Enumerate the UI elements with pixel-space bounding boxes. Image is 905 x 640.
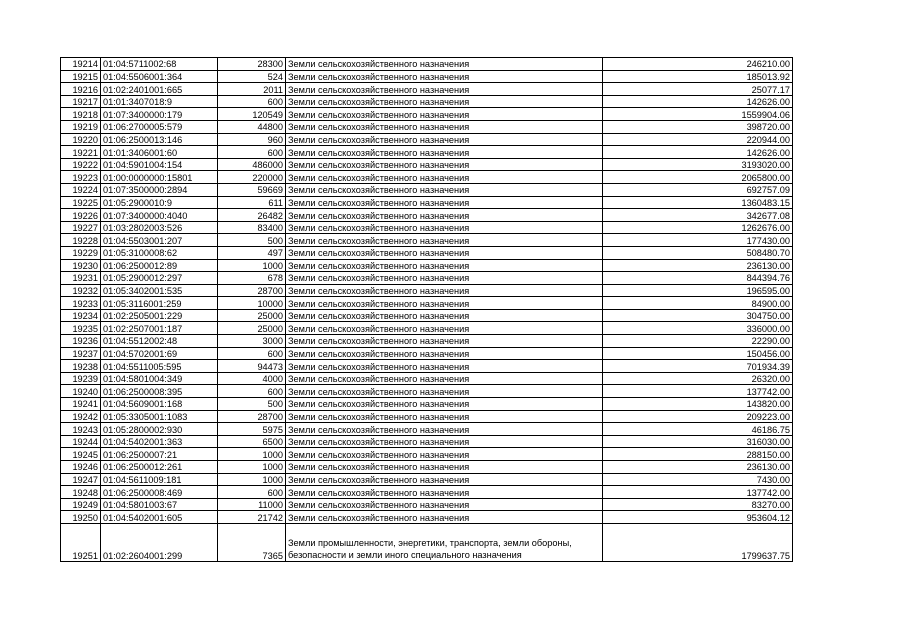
table-row	[61, 120, 793, 133]
cadastral-number-cell: 01:06:2700005:579	[101, 120, 218, 133]
cadastral-number-cell: 01:04:5702001:69	[101, 347, 218, 360]
land-category-cell: Земли сельскохозяйственного назначения	[286, 423, 603, 436]
land-category-cell: Земли сельскохозяйственного назначения	[286, 209, 603, 222]
cadastral-value-cell: 2065800.00	[603, 171, 793, 184]
row-number-cell: 19238	[61, 360, 101, 373]
table-row	[61, 322, 793, 335]
area-cell: 611	[218, 196, 286, 209]
row-number-cell: 19226	[61, 209, 101, 222]
area-cell: 3000	[218, 335, 286, 348]
cadastral-value-cell: 84900.00	[603, 297, 793, 310]
land-category-cell: Земли сельскохозяйственного назначения	[286, 259, 603, 272]
area-cell: 2011	[218, 83, 286, 96]
land-category-cell: Земли сельскохозяйственного назначения	[286, 435, 603, 448]
land-category-cell: Земли сельскохозяйственного назначения	[286, 272, 603, 285]
row-number-cell: 19251	[61, 523, 101, 561]
cadastral-value-cell: 236130.00	[603, 259, 793, 272]
table-row	[61, 83, 793, 96]
row-number-cell: 19230	[61, 259, 101, 272]
table-row	[61, 523, 793, 561]
table-row	[61, 360, 793, 373]
row-number-cell: 19219	[61, 120, 101, 133]
cadastral-value-cell: 1262676.00	[603, 221, 793, 234]
cadastral-value-cell: 953604.12	[603, 511, 793, 524]
cadastral-number-cell: 01:06:2500008:469	[101, 486, 218, 499]
area-cell: 83400	[218, 221, 286, 234]
cadastral-number-cell: 01:06:2500008:395	[101, 385, 218, 398]
land-category-cell: Земли сельскохозяйственного назначения	[286, 70, 603, 83]
land-category-cell: Земли сельскохозяйственного назначения	[286, 360, 603, 373]
area-cell: 500	[218, 398, 286, 411]
cadastral-number-cell: 01:02:2604001:299	[101, 523, 218, 561]
row-number-cell: 19225	[61, 196, 101, 209]
table-row	[61, 385, 793, 398]
cadastral-value-cell: 236130.00	[603, 461, 793, 474]
table-row	[61, 158, 793, 171]
table-row	[61, 335, 793, 348]
cadastral-value-cell: 220944.00	[603, 133, 793, 146]
row-number-cell: 19235	[61, 322, 101, 335]
row-number-cell: 19242	[61, 410, 101, 423]
cadastral-number-cell: 01:04:5402001:605	[101, 511, 218, 524]
cadastral-number-cell: 01:01:3407018:9	[101, 95, 218, 108]
area-cell: 220000	[218, 171, 286, 184]
area-cell: 1000	[218, 473, 286, 486]
cadastral-value-cell: 701934.39	[603, 360, 793, 373]
area-cell: 11000	[218, 498, 286, 511]
land-category-cell: Земли сельскохозяйственного назначения	[286, 246, 603, 259]
cadastral-value-cell: 209223.00	[603, 410, 793, 423]
area-cell: 120549	[218, 108, 286, 121]
cadastral-value-cell: 22290.00	[603, 335, 793, 348]
cadastral-number-cell: 01:04:5609001:168	[101, 398, 218, 411]
cadastral-number-cell: 01:03:2802003:526	[101, 221, 218, 234]
cadastral-value-cell: 288150.00	[603, 448, 793, 461]
land-category-cell: Земли сельскохозяйственного назначения	[286, 385, 603, 398]
table-row	[61, 108, 793, 121]
row-number-cell: 19244	[61, 435, 101, 448]
cadastral-number-cell: 01:05:3402001:535	[101, 284, 218, 297]
land-category-cell: Земли сельскохозяйственного назначения	[286, 461, 603, 474]
cadastral-number-cell: 01:04:5512002:48	[101, 335, 218, 348]
cadastral-number-cell: 01:04:5901004:154	[101, 158, 218, 171]
cadastral-value-cell: 25077.17	[603, 83, 793, 96]
cadastral-value-cell: 143820.00	[603, 398, 793, 411]
table-row	[61, 259, 793, 272]
table-row	[61, 196, 793, 209]
cadastral-number-cell: 01:04:5801003:67	[101, 498, 218, 511]
table-row	[61, 372, 793, 385]
table-row	[61, 58, 793, 71]
row-number-cell: 19233	[61, 297, 101, 310]
cadastral-value-cell: 177430.00	[603, 234, 793, 247]
row-number-cell: 19237	[61, 347, 101, 360]
land-category-cell: Земли сельскохозяйственного назначения	[286, 347, 603, 360]
cadastral-value-cell: 1799637.75	[603, 523, 793, 561]
land-category-cell: Земли сельскохозяйственного назначения	[286, 95, 603, 108]
land-category-cell: Земли сельскохозяйственного назначения	[286, 309, 603, 322]
area-cell: 44800	[218, 120, 286, 133]
row-number-cell: 19245	[61, 448, 101, 461]
area-cell: 10000	[218, 297, 286, 310]
table-row	[61, 347, 793, 360]
cadastral-number-cell: 01:07:3400000:179	[101, 108, 218, 121]
land-category-cell: Земли сельскохозяйственного назначения	[286, 473, 603, 486]
area-cell: 94473	[218, 360, 286, 373]
cadastral-number-cell: 01:04:5611009:181	[101, 473, 218, 486]
table-row	[61, 486, 793, 499]
cadastral-number-cell: 01:07:3400000:4040	[101, 209, 218, 222]
cadastral-number-cell: 01:04:5402001:363	[101, 435, 218, 448]
area-cell: 59669	[218, 183, 286, 196]
area-cell: 524	[218, 70, 286, 83]
land-registry-table	[60, 57, 793, 562]
row-number-cell: 19239	[61, 372, 101, 385]
cadastral-value-cell: 137742.00	[603, 486, 793, 499]
land-registry-table-body	[61, 58, 793, 562]
table-row	[61, 221, 793, 234]
row-number-cell: 19215	[61, 70, 101, 83]
land-category-cell: Земли сельскохозяйственного назначения	[286, 372, 603, 385]
table-row	[61, 284, 793, 297]
table-row	[61, 183, 793, 196]
row-number-cell: 19236	[61, 335, 101, 348]
cadastral-value-cell: 336000.00	[603, 322, 793, 335]
cadastral-number-cell: 01:05:3100008:62	[101, 246, 218, 259]
table-row	[61, 70, 793, 83]
row-number-cell: 19250	[61, 511, 101, 524]
area-cell: 25000	[218, 322, 286, 335]
row-number-cell: 19241	[61, 398, 101, 411]
area-cell: 1000	[218, 461, 286, 474]
table-row	[61, 473, 793, 486]
row-number-cell: 19217	[61, 95, 101, 108]
cadastral-value-cell: 150456.00	[603, 347, 793, 360]
table-row	[61, 297, 793, 310]
area-cell: 497	[218, 246, 286, 259]
cadastral-number-cell: 01:04:5503001:207	[101, 234, 218, 247]
cadastral-number-cell: 01:04:5511005:595	[101, 360, 218, 373]
row-number-cell: 19248	[61, 486, 101, 499]
land-category-cell: Земли промышленности, энергетики, транспорта, земли обороны, безопасности и земли иного специального назначения	[286, 523, 603, 561]
row-number-cell: 19249	[61, 498, 101, 511]
area-cell: 600	[218, 347, 286, 360]
land-category-cell: Земли сельскохозяйственного назначения	[286, 322, 603, 335]
row-number-cell: 19216	[61, 83, 101, 96]
cadastral-number-cell: 01:05:3116001:259	[101, 297, 218, 310]
row-number-cell: 19240	[61, 385, 101, 398]
land-category-cell: Земли сельскохозяйственного назначения	[286, 58, 603, 71]
cadastral-value-cell: 304750.00	[603, 309, 793, 322]
cadastral-number-cell: 01:06:2500012:261	[101, 461, 218, 474]
land-category-cell: Земли сельскохозяйственного назначения	[286, 234, 603, 247]
area-cell: 25000	[218, 309, 286, 322]
area-cell: 7365	[218, 523, 286, 561]
table-row	[61, 171, 793, 184]
cadastral-number-cell: 01:06:2500013:146	[101, 133, 218, 146]
land-category-cell: Земли сельскохозяйственного назначения	[286, 486, 603, 499]
area-cell: 4000	[218, 372, 286, 385]
cadastral-value-cell: 398720.00	[603, 120, 793, 133]
table-row	[61, 246, 793, 259]
area-cell: 678	[218, 272, 286, 285]
land-category-cell: Земли сельскохозяйственного назначения	[286, 498, 603, 511]
area-cell: 6500	[218, 435, 286, 448]
area-cell: 960	[218, 133, 286, 146]
row-number-cell: 19223	[61, 171, 101, 184]
area-cell: 600	[218, 486, 286, 499]
area-cell: 1000	[218, 259, 286, 272]
table-row	[61, 461, 793, 474]
area-cell: 28300	[218, 58, 286, 71]
cadastral-number-cell: 01:04:5711002:68	[101, 58, 218, 71]
row-number-cell: 19221	[61, 146, 101, 159]
cadastral-value-cell: 142626.00	[603, 146, 793, 159]
land-category-cell: Земли сельскохозяйственного назначения	[286, 171, 603, 184]
area-cell: 1000	[218, 448, 286, 461]
cadastral-number-cell: 01:02:2401001:665	[101, 83, 218, 96]
row-number-cell: 19222	[61, 158, 101, 171]
cadastral-value-cell: 196595.00	[603, 284, 793, 297]
cadastral-value-cell: 137742.00	[603, 385, 793, 398]
area-cell: 21742	[218, 511, 286, 524]
cadastral-value-cell: 692757.09	[603, 183, 793, 196]
cadastral-number-cell: 01:06:2500007:21	[101, 448, 218, 461]
cadastral-number-cell: 01:05:2900012:297	[101, 272, 218, 285]
table-row	[61, 435, 793, 448]
land-category-cell: Земли сельскохозяйственного назначения	[286, 83, 603, 96]
table-row	[61, 498, 793, 511]
row-number-cell: 19232	[61, 284, 101, 297]
area-cell: 26482	[218, 209, 286, 222]
area-cell: 5975	[218, 423, 286, 436]
land-category-cell: Земли сельскохозяйственного назначения	[286, 410, 603, 423]
cadastral-value-cell: 46186.75	[603, 423, 793, 436]
cadastral-number-cell: 01:06:2500012:89	[101, 259, 218, 272]
cadastral-number-cell: 01:02:2505001:229	[101, 309, 218, 322]
area-cell: 28700	[218, 284, 286, 297]
table-row	[61, 448, 793, 461]
land-category-cell: Земли сельскохозяйственного назначения	[286, 297, 603, 310]
table-row	[61, 410, 793, 423]
land-category-cell: Земли сельскохозяйственного назначения	[286, 183, 603, 196]
area-cell: 486000	[218, 158, 286, 171]
cadastral-value-cell: 1360483.15	[603, 196, 793, 209]
land-category-cell: Земли сельскохозяйственного назначения	[286, 196, 603, 209]
land-category-cell: Земли сельскохозяйственного назначения	[286, 448, 603, 461]
cadastral-number-cell: 01:05:3305001:1083	[101, 410, 218, 423]
table-row	[61, 209, 793, 222]
land-category-cell: Земли сельскохозяйственного назначения	[286, 398, 603, 411]
row-number-cell: 19234	[61, 309, 101, 322]
row-number-cell: 19231	[61, 272, 101, 285]
row-number-cell: 19218	[61, 108, 101, 121]
cadastral-value-cell: 142626.00	[603, 95, 793, 108]
cadastral-value-cell: 342677.08	[603, 209, 793, 222]
table-row	[61, 423, 793, 436]
land-category-cell: Земли сельскохозяйственного назначения	[286, 511, 603, 524]
area-cell: 600	[218, 385, 286, 398]
cadastral-value-cell: 246210.00	[603, 58, 793, 71]
area-cell: 600	[218, 95, 286, 108]
table-row	[61, 133, 793, 146]
cadastral-number-cell: 01:04:5801004:349	[101, 372, 218, 385]
area-cell: 500	[218, 234, 286, 247]
cadastral-number-cell: 01:02:2507001:187	[101, 322, 218, 335]
table-row	[61, 95, 793, 108]
cadastral-value-cell: 316030.00	[603, 435, 793, 448]
row-number-cell: 19228	[61, 234, 101, 247]
cadastral-number-cell: 01:05:2900010:9	[101, 196, 218, 209]
land-category-cell: Земли сельскохозяйственного назначения	[286, 221, 603, 234]
row-number-cell: 19227	[61, 221, 101, 234]
table-row	[61, 234, 793, 247]
cadastral-value-cell: 3193020.00	[603, 158, 793, 171]
row-number-cell: 19247	[61, 473, 101, 486]
land-category-cell: Земли сельскохозяйственного назначения	[286, 284, 603, 297]
cadastral-number-cell: 01:04:5506001:364	[101, 70, 218, 83]
row-number-cell: 19229	[61, 246, 101, 259]
cadastral-value-cell: 1559904.06	[603, 108, 793, 121]
land-category-cell: Земли сельскохозяйственного назначения	[286, 120, 603, 133]
cadastral-value-cell: 508480.70	[603, 246, 793, 259]
land-category-cell: Земли сельскохозяйственного назначения	[286, 158, 603, 171]
area-cell: 600	[218, 146, 286, 159]
row-number-cell: 19214	[61, 58, 101, 71]
cadastral-number-cell: 01:00:0000000:15801	[101, 171, 218, 184]
cadastral-number-cell: 01:01:3406001:60	[101, 146, 218, 159]
row-number-cell: 19224	[61, 183, 101, 196]
cadastral-number-cell: 01:05:2800002:930	[101, 423, 218, 436]
table-row	[61, 398, 793, 411]
cadastral-value-cell: 26320.00	[603, 372, 793, 385]
table-row	[61, 511, 793, 524]
land-category-cell: Земли сельскохозяйственного назначения	[286, 108, 603, 121]
table-row	[61, 146, 793, 159]
land-category-cell: Земли сельскохозяйственного назначения	[286, 133, 603, 146]
row-number-cell: 19243	[61, 423, 101, 436]
row-number-cell: 19220	[61, 133, 101, 146]
cadastral-value-cell: 7430.00	[603, 473, 793, 486]
land-category-cell: Земли сельскохозяйственного назначения	[286, 146, 603, 159]
cadastral-value-cell: 844394.76	[603, 272, 793, 285]
area-cell: 28700	[218, 410, 286, 423]
cadastral-value-cell: 185013.92	[603, 70, 793, 83]
row-number-cell: 19246	[61, 461, 101, 474]
table-row	[61, 309, 793, 322]
land-category-cell: Земли сельскохозяйственного назначения	[286, 335, 603, 348]
table-row	[61, 272, 793, 285]
cadastral-number-cell: 01:07:3500000:2894	[101, 183, 218, 196]
cadastral-value-cell: 83270.00	[603, 498, 793, 511]
